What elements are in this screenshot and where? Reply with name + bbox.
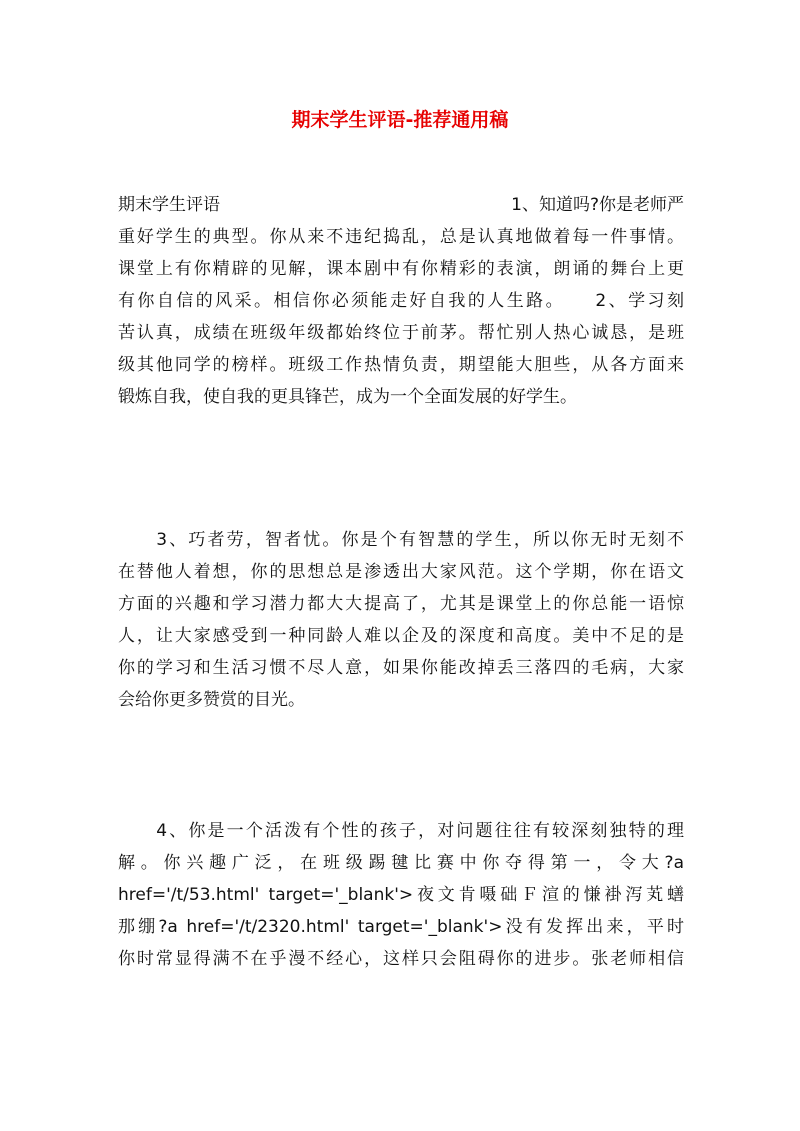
paragraph-line: 会给你更多赞赏的目光。 [118,690,305,710]
paragraph-2 [118,524,684,716]
paragraph-line: 3、巧者劳，智者忧。你是个有智慧的学生，所以你无时无刻不 [118,530,684,550]
paragraph-line: 苦认真，成绩在班级年级都始终位于前茅。帮忙别人热心诚恳，是班 [118,323,684,343]
paragraph-line: 方面的兴趣和学习潜力都大大提高了，尤其是课堂上的你总能一语惊 [118,594,684,614]
paragraph-1 [118,189,684,413]
paragraph-line: 级其他同学的榜样。班级工作热情负责，期望能大胆些，从各方面来 [118,355,684,375]
paragraph-line: 你的学习和生活习惯不尽人意，如果你能改掉丢三落四的毛病，大家 [118,658,684,678]
paragraph-line: 人，让大家感受到一种同龄人难以企及的深度和高度。美中不足的是 [118,626,684,646]
paragraph-line: 课堂上有你精辟的见解，课本剧中有你精彩的表演，朗诵的舞台上更 [118,259,684,279]
paragraph-line: 锻炼自我，使自我的更具锋芒，成为一个全面发展的好学生。 [118,387,577,407]
paragraph-text: 1、知道吗?你是老师严 [511,195,684,215]
paragraph-heading: 期末学生评语 [118,195,220,215]
paragraph-line: 重好学生的典型。你从来不违纪捣乱，总是认真地做着每一件事情。 [118,227,684,247]
paragraph-line: 解。你兴趣广泛，在班级踢毽比赛中你夺得第一，令大?a [118,853,684,873]
paragraph-line: 那绷?a href='/t/2320.html' target='_blank'>没有发挥出来，平时 [118,917,684,937]
paragraph-line: 在替他人着想，你的思想总是渗透出大家风范。这个学期，你在语文 [118,562,684,582]
paragraph-line: 4、你是一个活泼有个性的孩子，对问题往往有较深刻独特的理 [118,821,684,841]
paragraph-line: 有你自信的风采。相信你必须能走好自我的人生路。 2、学习刻 [118,291,684,311]
paragraph-line [118,189,684,221]
document-title: 期末学生评语-推荐通用稿 [291,109,509,131]
paragraph-3 [118,815,684,975]
paragraph-line: href='/t/53.html' target='_blank'>夜文肯嗫础Ｆ渲的慊褂泻芄蟮 [118,885,684,905]
paragraph-line: 你时常显得满不在乎漫不经心，这样只会阻碍你的进步。张老师相信 [118,949,684,969]
